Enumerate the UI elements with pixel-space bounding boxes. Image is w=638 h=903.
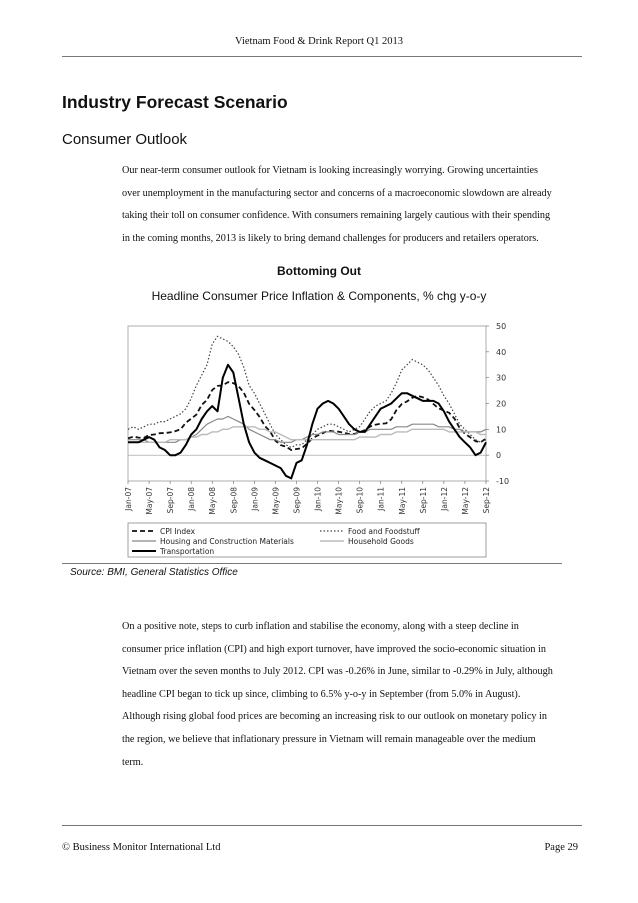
x-tick-label: Sep-09 xyxy=(292,487,302,514)
y-tick-label: 10 xyxy=(496,425,507,435)
x-tick-label: May-11 xyxy=(397,487,407,515)
series-line-transportation xyxy=(128,365,486,479)
body-line: On a positive note, steps to curb inflation and stabilise the economy, along with a steep decline in xyxy=(122,621,519,632)
x-tick-label: May-12 xyxy=(460,487,470,515)
y-tick-label: 0 xyxy=(496,451,502,461)
x-tick-label: Sep-07 xyxy=(166,487,176,514)
y-tick-label: 30 xyxy=(496,373,507,383)
chart-source: Source: BMI, General Statistics Office xyxy=(70,567,238,578)
body-line: Although rising global food prices are becoming an increasing risk to our outlook on monetary policy in xyxy=(122,711,547,723)
x-tick-label: Sep-12 xyxy=(482,487,491,514)
legend-label: Food and Foodstuff xyxy=(348,527,420,536)
body-line: Vietnam over the seven months to July 2012. CPI was -0.26% in June, similar to -0.29% in July, although xyxy=(122,666,553,678)
legend-label: Household Goods xyxy=(348,537,414,546)
x-tick-label: Jan-10 xyxy=(313,487,323,511)
x-tick-label: Jan-09 xyxy=(250,487,260,511)
footer-page-number: Page 29 xyxy=(544,842,578,853)
section-title: Industry Forecast Scenario xyxy=(62,92,288,112)
plot-frame xyxy=(128,326,486,481)
intro-line: taking their toll on consumer confidence. With consumers remaining largely cautious with their spending xyxy=(122,210,551,222)
intro-line: over unemployment in the manufacturing sector and concerns of a macroeconomic slowdown are already xyxy=(122,187,552,199)
x-tick-label: May-10 xyxy=(334,487,344,515)
body-line: headline CPI began to tick up since, climbing to 6.5% y-o-y in September (from 5.0% in August). xyxy=(122,688,521,700)
series-line-food-and-foodstuff xyxy=(128,336,486,447)
x-tick-label: Jan-07 xyxy=(124,487,133,511)
running-header: Vietnam Food & Drink Report Q1 2013 xyxy=(235,36,403,47)
y-tick-label: 20 xyxy=(496,399,507,409)
y-tick-label: 50 xyxy=(496,322,507,331)
x-tick-label: Jan-12 xyxy=(439,487,449,511)
x-tick-label: Jan-08 xyxy=(187,487,197,511)
x-tick-label: May-08 xyxy=(208,487,218,515)
x-tick-label: May-09 xyxy=(271,487,281,515)
header-rule xyxy=(62,56,582,57)
x-tick-label: Jan-11 xyxy=(376,487,386,511)
chart-title: Bottoming Out xyxy=(277,264,361,278)
series-line-household-goods xyxy=(128,427,486,443)
footer-copyright: © Business Monitor International Ltd xyxy=(62,842,221,853)
body-line: the region, we believe that inflationary pressure in Vietnam will remain manageable over the medium xyxy=(122,733,536,745)
cpi-line-chart xyxy=(118,318,523,558)
body-paragraph xyxy=(122,616,577,774)
body-line: term. xyxy=(122,756,144,768)
y-tick-label: -10 xyxy=(496,477,510,486)
section-subtitle: Consumer Outlook xyxy=(62,131,188,148)
chart-subtitle: Headline Consumer Price Inflation & Components, % chg y-o-y xyxy=(151,289,487,303)
intro-line: in the coming months, 2013 is likely to bring demand challenges for producers and retailers operators. xyxy=(122,232,539,244)
legend-label: Housing and Construction Materials xyxy=(160,537,294,546)
legend-label: CPI Index xyxy=(160,527,196,536)
y-tick-label: 40 xyxy=(496,347,507,357)
intro-paragraph xyxy=(122,160,577,250)
x-tick-label: May-07 xyxy=(145,487,155,515)
footer-rule xyxy=(62,825,582,826)
x-tick-label: Sep-11 xyxy=(418,487,428,514)
body-line: consumer price inflation (CPI) and high export turnover, have improved the socio-economic situation in xyxy=(122,643,546,655)
intro-line: Our near-term consumer outlook for Vietnam is looking increasingly worrying. Growing uncertainties xyxy=(122,165,539,176)
legend-label: Transportation xyxy=(160,547,215,556)
source-rule xyxy=(62,563,562,564)
x-tick-label: Sep-10 xyxy=(355,487,365,514)
x-tick-label: Sep-08 xyxy=(229,487,239,514)
